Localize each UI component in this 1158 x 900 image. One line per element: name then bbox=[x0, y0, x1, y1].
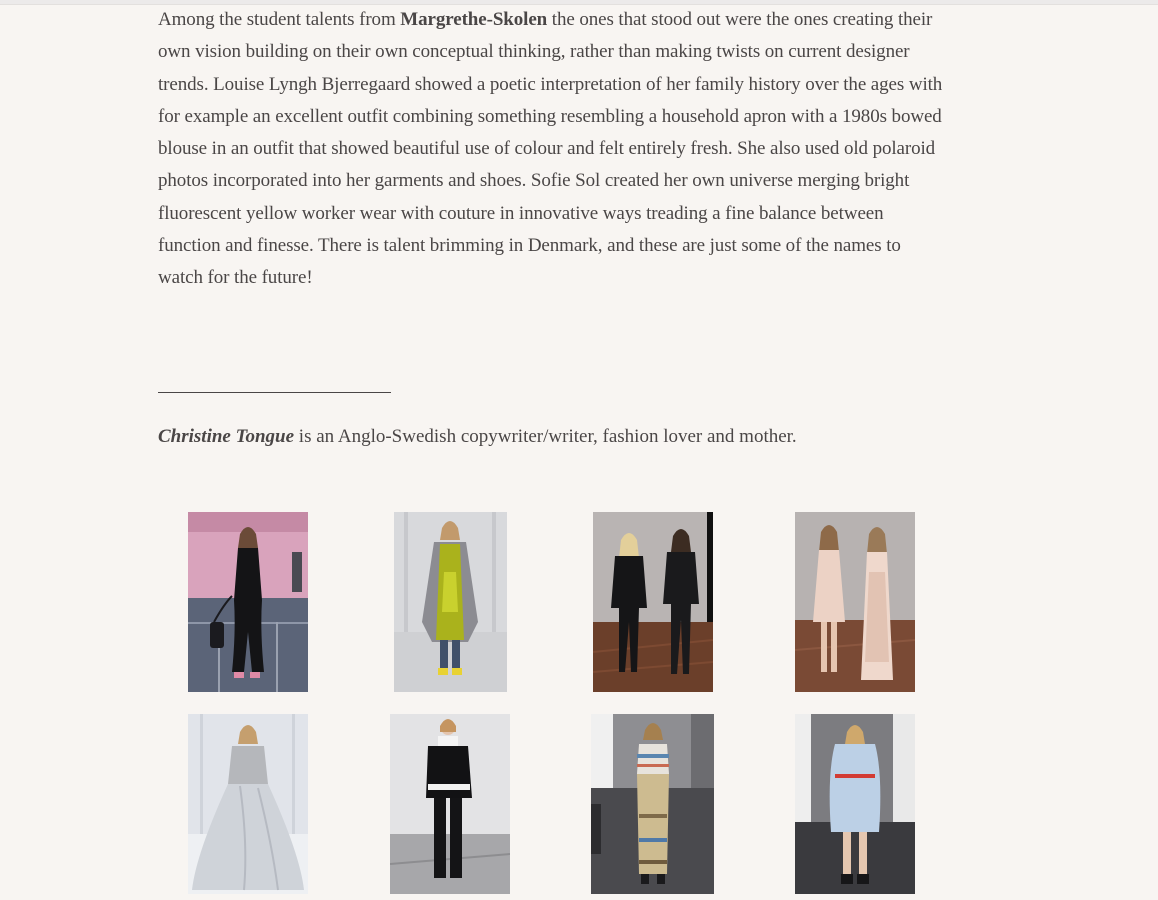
school-name: Margrethe-Skolen bbox=[400, 9, 548, 30]
author-bio bbox=[158, 422, 958, 452]
gallery-photo-5[interactable] bbox=[188, 714, 308, 894]
article-body bbox=[158, 4, 948, 295]
gallery-photo-1[interactable] bbox=[188, 512, 308, 692]
gallery-photo-6[interactable] bbox=[390, 714, 510, 894]
gallery-photo-8[interactable] bbox=[795, 714, 915, 894]
article-paragraph bbox=[158, 4, 948, 295]
gallery-photo-7[interactable] bbox=[591, 714, 714, 894]
runway-photo-image bbox=[795, 714, 915, 894]
paragraph-body: the ones that stood out were the ones creating their own vision building on their own conceptual thinking, rather than making twists on current designer trends. Louise Lyngh Bjerregaard showed a poetic interpretation of her family history over the ages with for example an excellent outfit combining something resembling a household apron with a 1980s bowed blouse in an outfit that showed beautiful use of colour and felt entirely fresh. She also used old polaroid photos incorporated into her garments and shoes. Sofie Sol created her own universe merging bright fluorescent yellow worker wear with couture in innovative ways treading a fine balance between function and finesse. There is talent brimming in Denmark, and these are just some of the names to watch for the future! bbox=[158, 9, 943, 289]
runway-photo-image bbox=[394, 512, 507, 692]
gallery-photo-3[interactable] bbox=[593, 512, 713, 692]
runway-photo-image bbox=[188, 714, 308, 894]
author-name: Christine Tongue bbox=[158, 426, 295, 447]
gallery-photo-4[interactable] bbox=[795, 512, 915, 692]
runway-photo-image bbox=[795, 512, 915, 692]
paragraph-lead: Among the student talents from bbox=[158, 9, 401, 30]
runway-photo-image bbox=[593, 512, 713, 692]
runway-photo-image bbox=[591, 714, 714, 894]
runway-photo-image bbox=[390, 714, 510, 894]
author-divider bbox=[158, 392, 391, 393]
runway-photo-image bbox=[188, 512, 308, 692]
author-description: is an Anglo-Swedish copywriter/writer, fashion lover and mother. bbox=[294, 426, 797, 447]
gallery-photo-2[interactable] bbox=[394, 512, 507, 692]
